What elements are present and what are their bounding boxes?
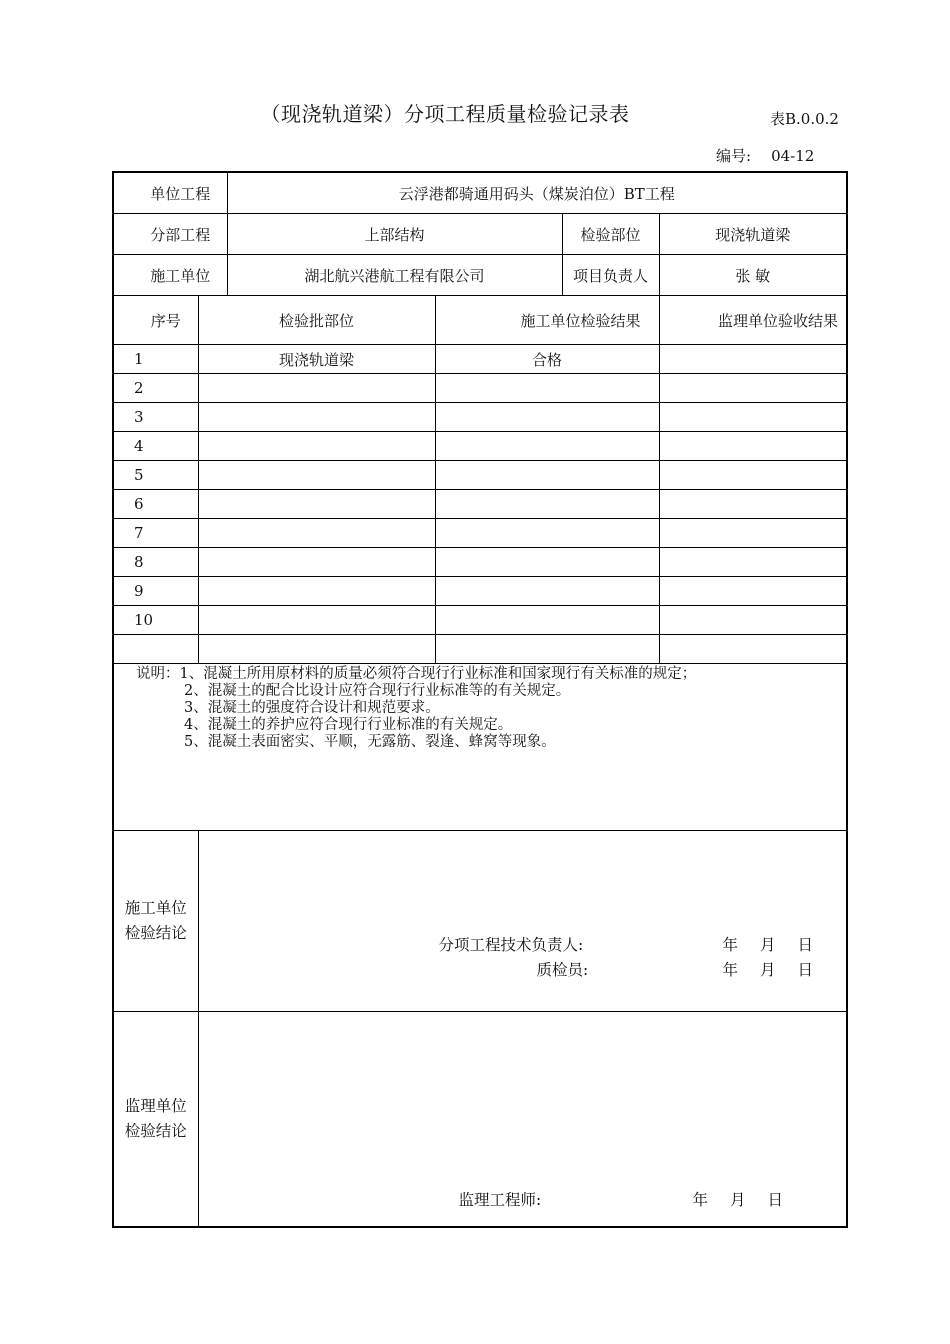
row-no: 6: [113, 490, 198, 519]
form-code: 表B.0.0.2: [770, 110, 839, 128]
row-result: [435, 432, 659, 461]
supervisor-conclusion-label-line: 监理单位: [124, 1097, 187, 1115]
supervisor-conclusion-body: [198, 1012, 847, 1228]
date-year: 年: [722, 936, 739, 954]
row-part: [198, 606, 435, 635]
note-line: 2、混凝土的配合比设计应符合现行行业标准等的有关规定。: [184, 683, 571, 699]
contractor-conclusion-row: [113, 831, 847, 1012]
supervisor-conclusion-label-line: 检验结论: [124, 1122, 187, 1140]
contractor-row: [113, 255, 847, 296]
contractor-conclusion-label-line: 施工单位: [124, 899, 187, 917]
row-accept: [659, 490, 847, 519]
col-header-no: 序号: [113, 296, 198, 345]
manager-label: 项目负责人: [562, 255, 659, 296]
table-row: [113, 490, 847, 519]
note-line: 说明：1、混凝土所用原材料的质量必须符合现行行业标准和国家现行有关标准的规定；: [136, 666, 697, 682]
contractor-conclusion-body: [198, 831, 847, 1012]
row-no: 7: [113, 519, 198, 548]
row-accept: [659, 432, 847, 461]
notes-row: [113, 664, 847, 831]
unit-project-value: 云浮港都骑通用码头（煤炭泊位）BT工程: [227, 172, 847, 214]
row-part: [198, 374, 435, 403]
serial-value: 04-12: [771, 147, 815, 165]
table-row: [113, 374, 847, 403]
row-part: [198, 432, 435, 461]
sub-project-row: [113, 214, 847, 255]
table-row: [113, 635, 847, 664]
row-no: [113, 635, 198, 664]
inspector-signature-label: 质检员:: [536, 961, 589, 979]
date-day: 日: [797, 961, 814, 979]
table-row: [113, 432, 847, 461]
row-accept: [659, 577, 847, 606]
row-part: [198, 548, 435, 577]
tech-lead-signature-label: 分项工程技术负责人:: [438, 936, 584, 954]
note-line: 5、混凝土表面密实、平顺，无露筋、裂逢、蜂窝等现象。: [184, 734, 556, 750]
col-header-result: 施工单位检验结果: [435, 296, 659, 345]
row-no: 2: [113, 374, 198, 403]
unit-project-label: 单位工程: [113, 172, 227, 214]
date-month: 月: [760, 961, 776, 979]
table-row: [113, 519, 847, 548]
row-part: [198, 490, 435, 519]
row-result: [435, 577, 659, 606]
row-result: [435, 490, 659, 519]
sub-project-value: 上部结构: [227, 214, 562, 255]
supervisor-conclusion-label: [113, 1012, 198, 1228]
row-result: [435, 606, 659, 635]
contractor-conclusion-label: [113, 831, 198, 1012]
row-no: 9: [113, 577, 198, 606]
manager-value: 张 敏: [659, 255, 847, 296]
row-result: [435, 461, 659, 490]
row-no: 10: [113, 606, 198, 635]
contractor-value: 湖北航兴港航工程有限公司: [227, 255, 562, 296]
date-month: 月: [730, 1191, 746, 1209]
row-result: [435, 635, 659, 664]
date-day: 日: [797, 936, 814, 954]
table-row: [113, 577, 847, 606]
table-row: [113, 606, 847, 635]
unit-project-row: [113, 172, 847, 214]
row-part: [198, 403, 435, 432]
date-day: 日: [767, 1191, 784, 1209]
row-part: [198, 461, 435, 490]
table-row: [113, 548, 847, 577]
row-accept: [659, 635, 847, 664]
row-result: [435, 403, 659, 432]
row-no: 5: [113, 461, 198, 490]
column-header-row: [113, 296, 847, 345]
inspector-date: [723, 958, 814, 980]
contractor-conclusion-label-line: 检验结论: [124, 924, 187, 942]
row-accept: [659, 461, 847, 490]
notes-cell: [113, 664, 847, 831]
inspect-part-label: 检验部位: [562, 214, 659, 255]
date-year: 年: [722, 961, 739, 979]
date-month: 月: [760, 936, 776, 954]
row-no: 1: [113, 345, 198, 374]
col-header-accept: 监理单位验收结果: [659, 296, 847, 345]
note-line: 4、混凝土的养护应符合现行行业标准的有关规定。: [184, 717, 513, 733]
row-part: [198, 519, 435, 548]
row-no: 3: [113, 403, 198, 432]
inspection-record-table: [112, 171, 848, 1228]
engineer-signature-label: 监理工程师:: [458, 1191, 542, 1209]
sub-project-label: 分部工程: [113, 214, 227, 255]
date-year: 年: [692, 1191, 709, 1209]
row-accept: [659, 374, 847, 403]
contractor-label: 施工单位: [113, 255, 227, 296]
row-part: [198, 577, 435, 606]
row-accept: [659, 519, 847, 548]
row-result: [435, 519, 659, 548]
row-no: 4: [113, 432, 198, 461]
table-row: [113, 403, 847, 432]
row-accept: [659, 403, 847, 432]
form-title: （现浇轨道梁）分项工程质量检验记录表: [260, 102, 630, 126]
row-part: 现浇轨道梁: [198, 345, 435, 374]
engineer-date: [693, 1188, 784, 1210]
row-accept: [659, 548, 847, 577]
row-result: [435, 374, 659, 403]
tech-lead-date: [723, 933, 814, 955]
row-accept: [659, 345, 847, 374]
inspect-part-value: 现浇轨道梁: [659, 214, 847, 255]
table-row: [113, 461, 847, 490]
row-no: 8: [113, 548, 198, 577]
note-line: 3、混凝土的强度符合设计和规范要求。: [184, 700, 440, 716]
row-accept: [659, 606, 847, 635]
col-header-part: 检验批部位: [198, 296, 435, 345]
row-result: 合格: [435, 345, 659, 374]
row-result: [435, 548, 659, 577]
serial-number: [716, 145, 814, 166]
row-part: [198, 635, 435, 664]
table-row: [113, 345, 847, 374]
supervisor-conclusion-row: [113, 1012, 847, 1228]
serial-label: 编号:: [716, 147, 752, 165]
